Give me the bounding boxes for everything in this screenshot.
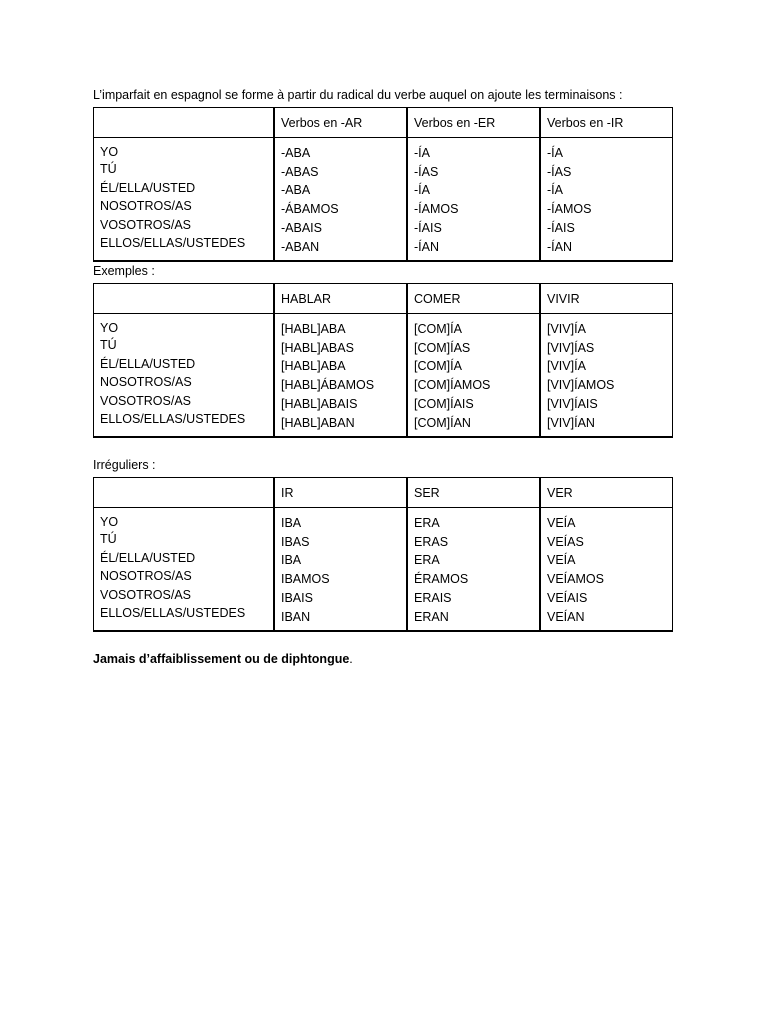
form-item: IBA [281, 516, 302, 530]
pronoun-item: TÚ [100, 532, 117, 546]
header-cell-ser: SER [407, 478, 540, 508]
forms-cell-comer [407, 314, 540, 438]
form-item: ERA [414, 516, 440, 530]
form-item: [VIV]ÍAMOS [547, 378, 615, 393]
header-cell-ir: Verbos en -IR [540, 108, 673, 138]
pronoun-item: VOSOTROS/AS [100, 587, 191, 602]
form-item: [HABL]ABAS [281, 340, 354, 355]
table-corner-cell [94, 478, 275, 508]
form-item: IBAIS [281, 590, 313, 605]
form-item: [HABL]ABA [281, 322, 346, 336]
pronoun-list [100, 514, 267, 623]
form-item: ERAIS [414, 590, 452, 605]
table-header-row [94, 478, 673, 508]
irregular-label: Irréguliers : [93, 458, 156, 472]
forms-cell-hablar [274, 314, 407, 438]
forms-cell-ar [274, 138, 407, 262]
form-item: -ABAN [281, 239, 320, 254]
form-item: [HABL]ABA [281, 359, 346, 374]
header-cell-ir-verb: IR [274, 478, 407, 508]
form-item: -ÍA [414, 183, 430, 198]
form-item: -ÍAMOS [414, 202, 459, 217]
table-body-row [94, 314, 673, 438]
form-item: VEÍA [547, 516, 576, 530]
table-header-row [94, 284, 673, 314]
form-item: -ÍA [547, 183, 563, 198]
table-body-row [94, 138, 673, 262]
form-item: -ÍAN [414, 239, 439, 254]
form-item: -ABA [281, 183, 311, 198]
form-list [414, 514, 533, 626]
form-list [281, 144, 400, 256]
examples-label: Exemples : [93, 264, 155, 278]
pronoun-item: YO [100, 321, 119, 335]
pronoun-item: NOSOTROS/AS [100, 375, 192, 389]
pronoun-item: VOSOTROS/AS [100, 217, 191, 232]
footer-trailing-text: . [349, 652, 353, 666]
form-item: ERAS [414, 534, 449, 549]
form-item: -ABAS [281, 164, 319, 179]
forms-cell-er [407, 138, 540, 262]
forms-cell-ver [540, 508, 673, 632]
pronoun-item: ELLOS/ELLAS/USTEDES [100, 606, 246, 620]
pronoun-item: TÚ [100, 338, 117, 352]
form-item: -ÍA [547, 146, 563, 160]
form-item: ERA [414, 553, 440, 568]
pronoun-item: NOSOTROS/AS [100, 199, 192, 213]
irregular-table [93, 477, 673, 632]
form-item: VEÍAMOS [547, 572, 604, 587]
endings-table [93, 107, 673, 262]
pronoun-item: VOSOTROS/AS [100, 393, 191, 408]
forms-cell-ir [540, 138, 673, 262]
footer-note [93, 651, 353, 667]
form-item: VEÍAIS [547, 590, 588, 605]
form-list [281, 514, 400, 626]
form-item: -ÍAS [547, 164, 572, 179]
form-item: -ÍAIS [547, 220, 575, 235]
pronoun-cell [94, 508, 275, 632]
form-item: ÉRAMOS [414, 572, 469, 587]
form-item: [COM]ÍA [414, 322, 462, 336]
form-item: [VIV]ÍAIS [547, 396, 598, 411]
form-list [281, 320, 400, 432]
pronoun-item: TÚ [100, 162, 117, 176]
form-item: [VIV]ÍA [547, 322, 586, 336]
form-item: [COM]ÍAMOS [414, 378, 491, 393]
form-item: [VIV]ÍAS [547, 340, 595, 355]
form-item: ERAN [414, 609, 449, 624]
pronoun-cell [94, 314, 275, 438]
form-item: -ÍA [414, 146, 430, 160]
form-list [414, 144, 533, 256]
pronoun-list [100, 320, 267, 429]
intro-paragraph: L’imparfait en espagnol se forme à partir du radical du verbe auquel on ajoute les terminaisons : [93, 88, 623, 102]
form-item: IBAS [281, 534, 310, 549]
form-item: -ÁBAMOS [281, 202, 339, 217]
form-item: [HABL]ÁBAMOS [281, 378, 375, 393]
pronoun-list [100, 144, 267, 253]
header-cell-vivir: VIVIR [540, 284, 673, 314]
form-item: -ÍAIS [414, 220, 442, 235]
forms-cell-ir-verb [274, 508, 407, 632]
form-item: -ÍAN [547, 239, 572, 254]
pronoun-item: ÉL/ELLA/USTED [100, 550, 196, 565]
pronoun-item: ÉL/ELLA/USTED [100, 180, 196, 195]
header-cell-comer: COMER [407, 284, 540, 314]
form-item: IBAN [281, 609, 311, 624]
table-body-row [94, 508, 673, 632]
pronoun-item: ELLOS/ELLAS/USTEDES [100, 236, 246, 250]
table-corner-cell [94, 108, 275, 138]
form-item: IBA [281, 553, 302, 568]
pronoun-item: YO [100, 515, 119, 529]
form-item: [COM]ÍAIS [414, 396, 474, 411]
header-cell-ver: VER [540, 478, 673, 508]
form-item: IBAMOS [281, 572, 330, 587]
form-item: [COM]ÍAN [414, 415, 471, 430]
form-item: [COM]ÍAS [414, 340, 471, 355]
form-list [547, 320, 666, 432]
examples-table [93, 283, 673, 438]
pronoun-item: ELLOS/ELLAS/USTEDES [100, 412, 246, 426]
form-list [547, 514, 666, 626]
form-item: [VIV]ÍA [547, 359, 586, 374]
form-item: -ÍAMOS [547, 202, 592, 217]
form-item: -ABAIS [281, 220, 322, 235]
pronoun-item: YO [100, 145, 119, 159]
footer-bold-text: Jamais d’affaiblissement ou de diphtongue [93, 652, 350, 666]
form-item: -ABA [281, 146, 311, 160]
form-item: VEÍAS [547, 534, 584, 549]
pronoun-cell [94, 138, 275, 262]
form-item: [VIV]ÍAN [547, 415, 595, 430]
form-item: [HABL]ABAN [281, 415, 355, 430]
table-header-row [94, 108, 673, 138]
form-item: [COM]ÍA [414, 359, 462, 374]
form-item: VEÍA [547, 553, 576, 568]
form-list [414, 320, 533, 432]
form-list [547, 144, 666, 256]
pronoun-item: ÉL/ELLA/USTED [100, 356, 196, 371]
header-cell-er: Verbos en -ER [407, 108, 540, 138]
forms-cell-ser [407, 508, 540, 632]
header-cell-ar: Verbos en -AR [274, 108, 407, 138]
form-item: -ÍAS [414, 164, 439, 179]
forms-cell-vivir [540, 314, 673, 438]
table-corner-cell [94, 284, 275, 314]
pronoun-item: NOSOTROS/AS [100, 569, 192, 583]
form-item: VEÍAN [547, 609, 585, 624]
form-item: [HABL]ABAIS [281, 396, 358, 411]
header-cell-hablar: HABLAR [274, 284, 407, 314]
